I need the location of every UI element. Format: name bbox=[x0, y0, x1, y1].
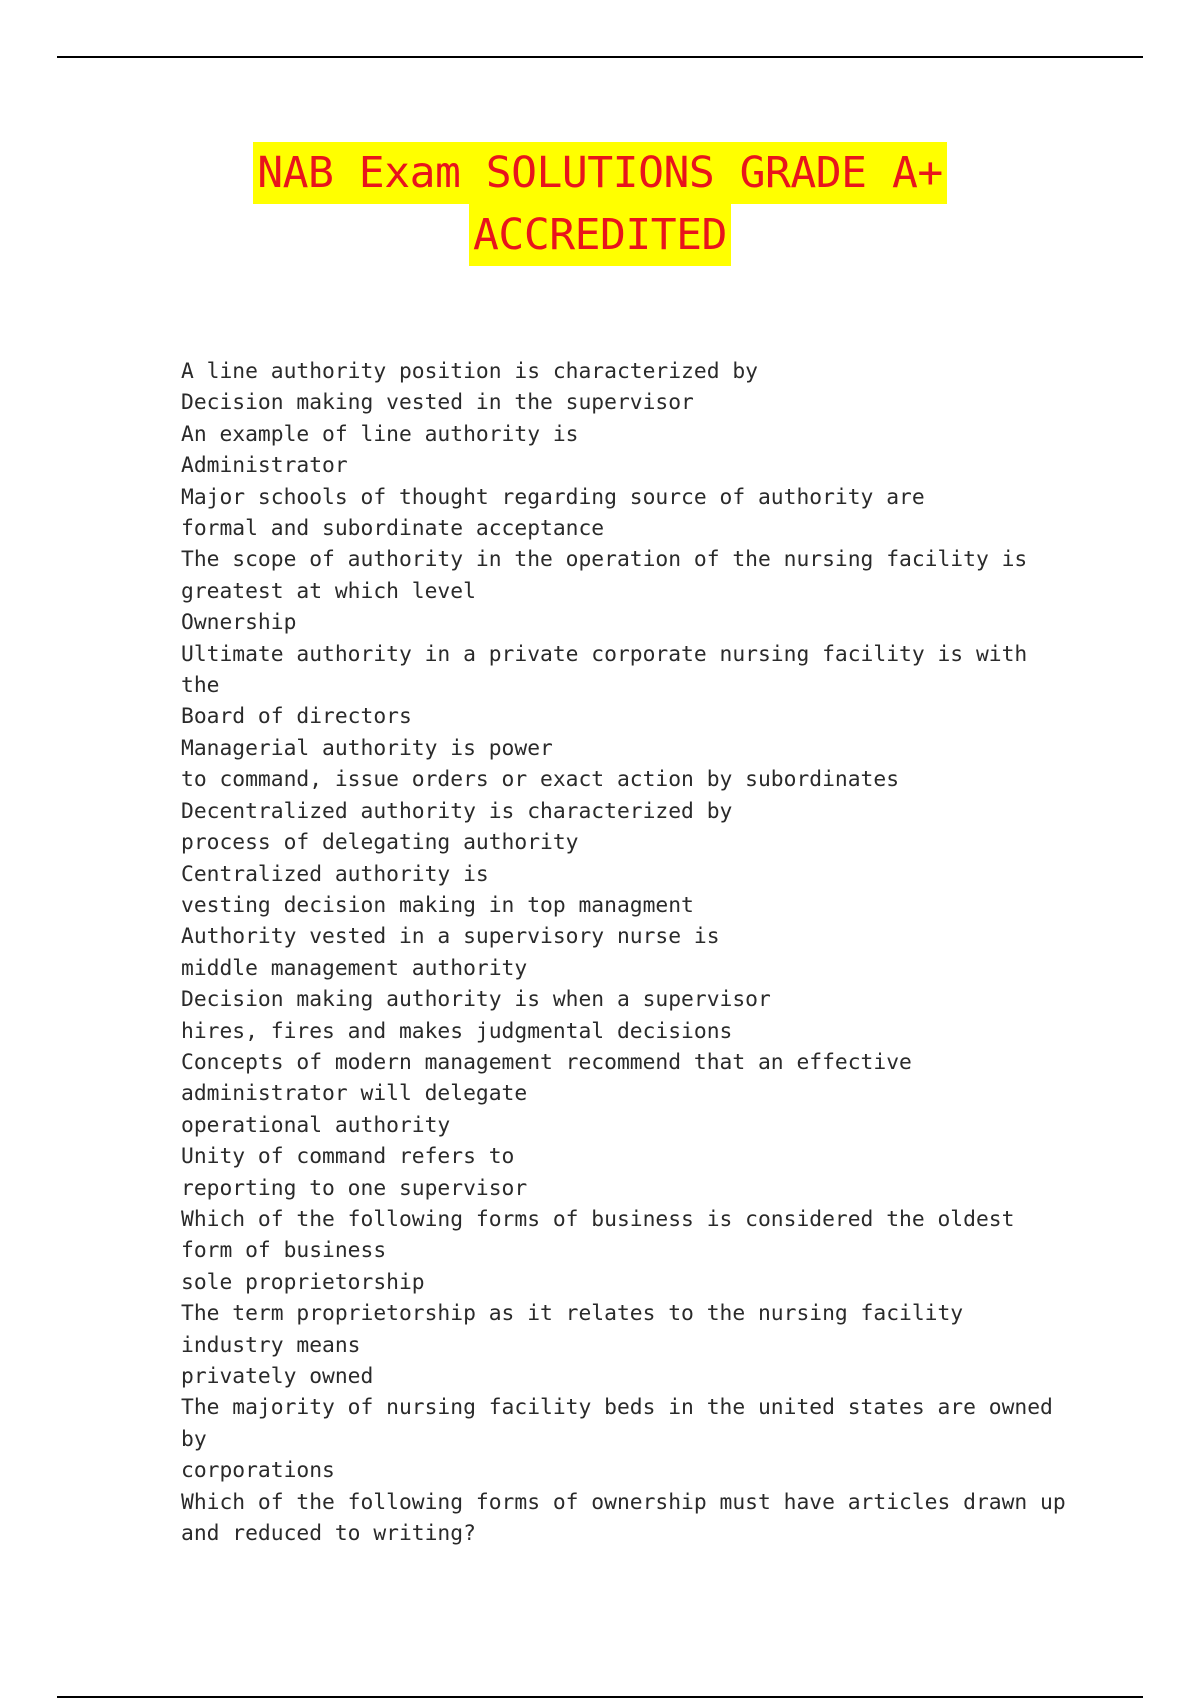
text-line: Managerial authority is power bbox=[181, 735, 553, 761]
text-line: The term proprietorship as it relates to the nursing facility bbox=[181, 1301, 964, 1327]
text-line: Decision making authority is when a supervisor bbox=[181, 987, 771, 1013]
text-line: industry means bbox=[181, 1332, 361, 1358]
text-line: Authority vested in a supervisory nurse is bbox=[181, 924, 720, 950]
text-line: Which of the following forms of business is considered the oldest bbox=[181, 1206, 1015, 1232]
text-line: the bbox=[181, 673, 220, 699]
text-line: and reduced to writing? bbox=[181, 1521, 476, 1547]
text-line: vesting decision making in top managment bbox=[181, 892, 694, 918]
text-line: Ultimate authority in a private corporate nursing facility is with bbox=[181, 641, 1028, 667]
text-line: Administrator bbox=[181, 453, 348, 479]
text-line: to command, issue orders or exact action by subordinates bbox=[181, 767, 900, 793]
text-line: Major schools of thought regarding source of authority are bbox=[181, 484, 925, 510]
text-line: by bbox=[181, 1426, 207, 1452]
text-line: An example of line authority is bbox=[181, 421, 579, 447]
text-line: The scope of authority in the operation of the nursing facility is bbox=[181, 547, 1028, 573]
text-line: Which of the following forms of ownership must have articles drawn up bbox=[181, 1489, 1066, 1515]
document-title bbox=[0, 142, 1200, 266]
text-line: Centralized authority is bbox=[181, 861, 489, 887]
text-line: Board of directors bbox=[181, 704, 412, 730]
text-line: corporations bbox=[181, 1458, 335, 1484]
text-line: process of delegating authority bbox=[181, 830, 579, 856]
text-line: privately owned bbox=[181, 1364, 374, 1389]
text-line: Concepts of modern management recommend that an effective bbox=[181, 1049, 912, 1075]
text-line: operational authority bbox=[181, 1112, 451, 1138]
text-line: Ownership bbox=[181, 610, 297, 636]
title-line-2: ACCREDITED bbox=[469, 204, 731, 266]
text-line: form of business bbox=[181, 1238, 387, 1264]
text-line: The majority of nursing facility beds in the united states are owned bbox=[181, 1395, 1053, 1421]
document-body bbox=[181, 356, 1141, 1549]
text-line: formal and subordinate acceptance bbox=[181, 516, 605, 542]
text-line: administrator will delegate bbox=[181, 1081, 528, 1107]
text-line: A line authority position is characterized by bbox=[181, 359, 758, 384]
text-line: middle management authority bbox=[181, 955, 528, 981]
text-line: hires, fires and makes judgmental decisions bbox=[181, 1018, 733, 1044]
top-rule bbox=[57, 56, 1143, 58]
text-line: Unity of command refers to bbox=[181, 1144, 515, 1170]
bottom-rule bbox=[57, 1696, 1143, 1698]
text-line: sole proprietorship bbox=[181, 1269, 425, 1295]
text-line: greatest at which level bbox=[181, 578, 476, 604]
title-line-1: NAB Exam SOLUTIONS GRADE A+ bbox=[253, 142, 946, 204]
text-line: Decision making vested in the supervisor bbox=[181, 390, 694, 416]
text-line: reporting to one supervisor bbox=[181, 1175, 528, 1201]
text-line: Decentralized authority is characterized by bbox=[181, 798, 733, 824]
